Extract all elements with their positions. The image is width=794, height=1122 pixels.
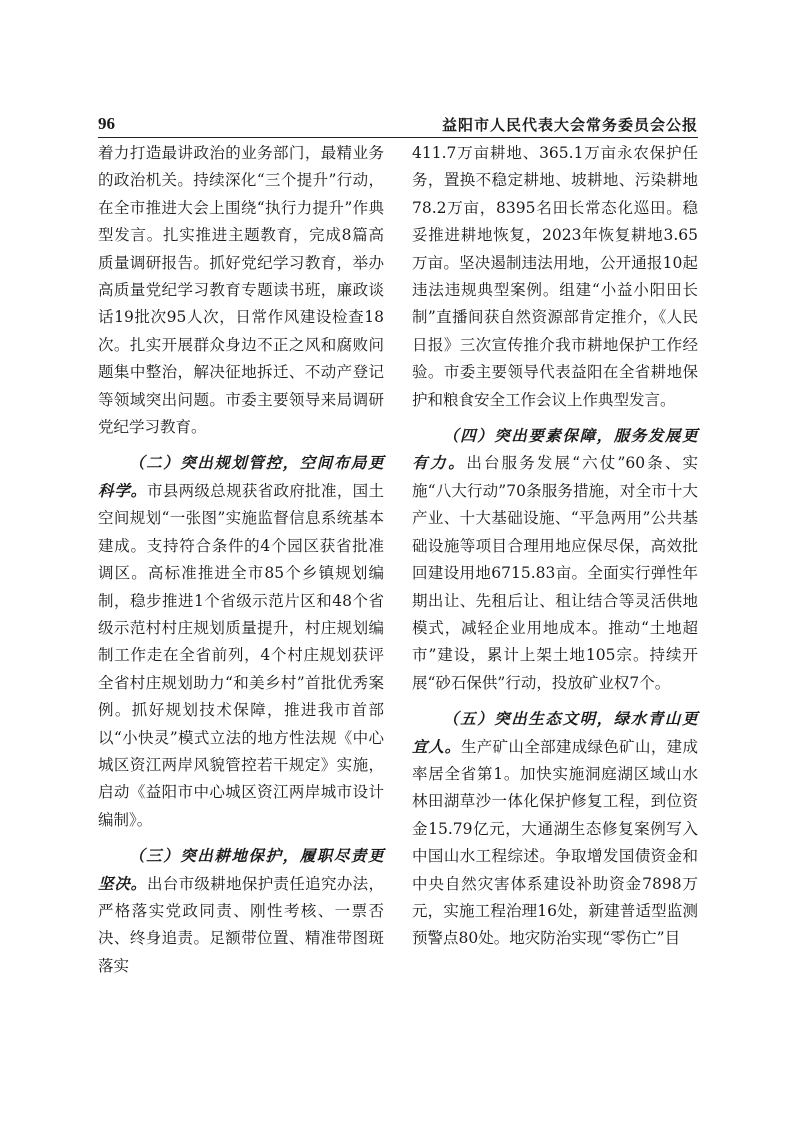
paragraph-body: 生产矿山全部建成绿色矿山，建成率居全省第1。加快实施洞庭湖区域山水林田湖草沙一体化保护修复工程，到位资金15.79亿元，大通湖生态修复案例写入中国山水工程综述。争取增发国债资金和中央自然灾害体系建设补助资金7898万元，实施工程治理16处，新建普适型监测预警点80处。地灾防治实现“零伤亡”目 [412, 737, 698, 948]
paragraph [412, 706, 698, 953]
right-column [412, 140, 698, 962]
paragraph [98, 450, 384, 834]
journal-title: 益阳市人民代表大会常务委员会公报 [441, 116, 698, 134]
page-number: 96 [98, 114, 115, 133]
section-heading: （四）突出要素保障，服务发展更有力。 [412, 427, 698, 473]
paragraph: 着力打造最讲政治的业务部门，最精业务的政治机关。持续深化“三个提升”行动，在全市推进大会上围绕“执行力提升”作典型发言。扎实推进主题教育，完成8篇高质量调研报告。抓好党纪学习教育，举办高质量党纪学习教育专题读书班，廉政谈话19批次95人次，日常作风建设检查18次。扎实开展群众身边不正之风和腐败问题集中整治，解决征地拆迁、不动产登记等领域突出问题。市委主要领导来局调研党纪学习教育。 [98, 144, 384, 437]
paragraph: 411.7万亩耕地、365.1万亩永农保护任务，置换不稳定耕地、坡耕地、污染耕地78.2万亩，8395名田长常态化巡田。稳妥推进耕地恢复，2023年恢复耕地3.65万亩。坚决遏制违法用地，公开通报10起违法违规典型案例。组建“小益小阳田长制”直播间获自然资源部肯定推介，《人民日报》三次宣传推介我市耕地保护工作经验。市委主要领导代表益阳在全省耕地保护和粮食安全工作会议上作典型发言。 [412, 144, 698, 409]
section-heading: （二）突出规划管控，空间布局更科学。 [98, 454, 384, 500]
section-heading: （三）突出耕地保护，履职尽责更坚决。 [98, 847, 384, 893]
section-heading: （五）突出生态文明，绿水青山更宜人。 [412, 710, 698, 756]
paragraph-body: 出台市级耕地保护责任追究办法，严格落实党政同责、刚性考核、一票否决、终身追责。足额带位置、精准带图斑落实 [98, 874, 384, 975]
paragraph [412, 423, 698, 697]
paragraph [98, 843, 384, 980]
left-column [98, 140, 384, 989]
paragraph-body: 出台服务发展“六仗”60条、实施“八大行动”70条服务措施，对全市十大产业、十大基础设施、“平急两用”公共基础设施等项目合理用地应保尽保，高效批回建设用地6715.83亩。全面实行弹性年期出让、先租后让、租让结合等灵活供地模式，减轻企业用地成本。推动“土地超市”建设，累计上架土地105宗。持续开展“砂石保供”行动，投放矿业权7个。 [412, 454, 698, 692]
page-header [98, 112, 698, 136]
paragraph-body: 市县两级总规获省政府批准，国土空间规划“一张图”实施监督信息系统基本建成。支持符合条件的4个园区获省批准调区。高标准推进全市85个乡镇规划编制，稳步推进1个省级示范片区和48个省级示范村村庄规划质量提升，村庄规划编制工作走在全省前列，4个村庄规划获评全省村庄规划助力“和美乡村”首批优秀案例。抓好规划技术保障，推进我市首部以“小快灵”模式立法的地方性法规《中心城区资江两岸风貌管控若干规定》实施，启动《益阳市中心城区资江两岸城市设计编制》。 [98, 481, 384, 829]
header-rule [98, 137, 698, 138]
